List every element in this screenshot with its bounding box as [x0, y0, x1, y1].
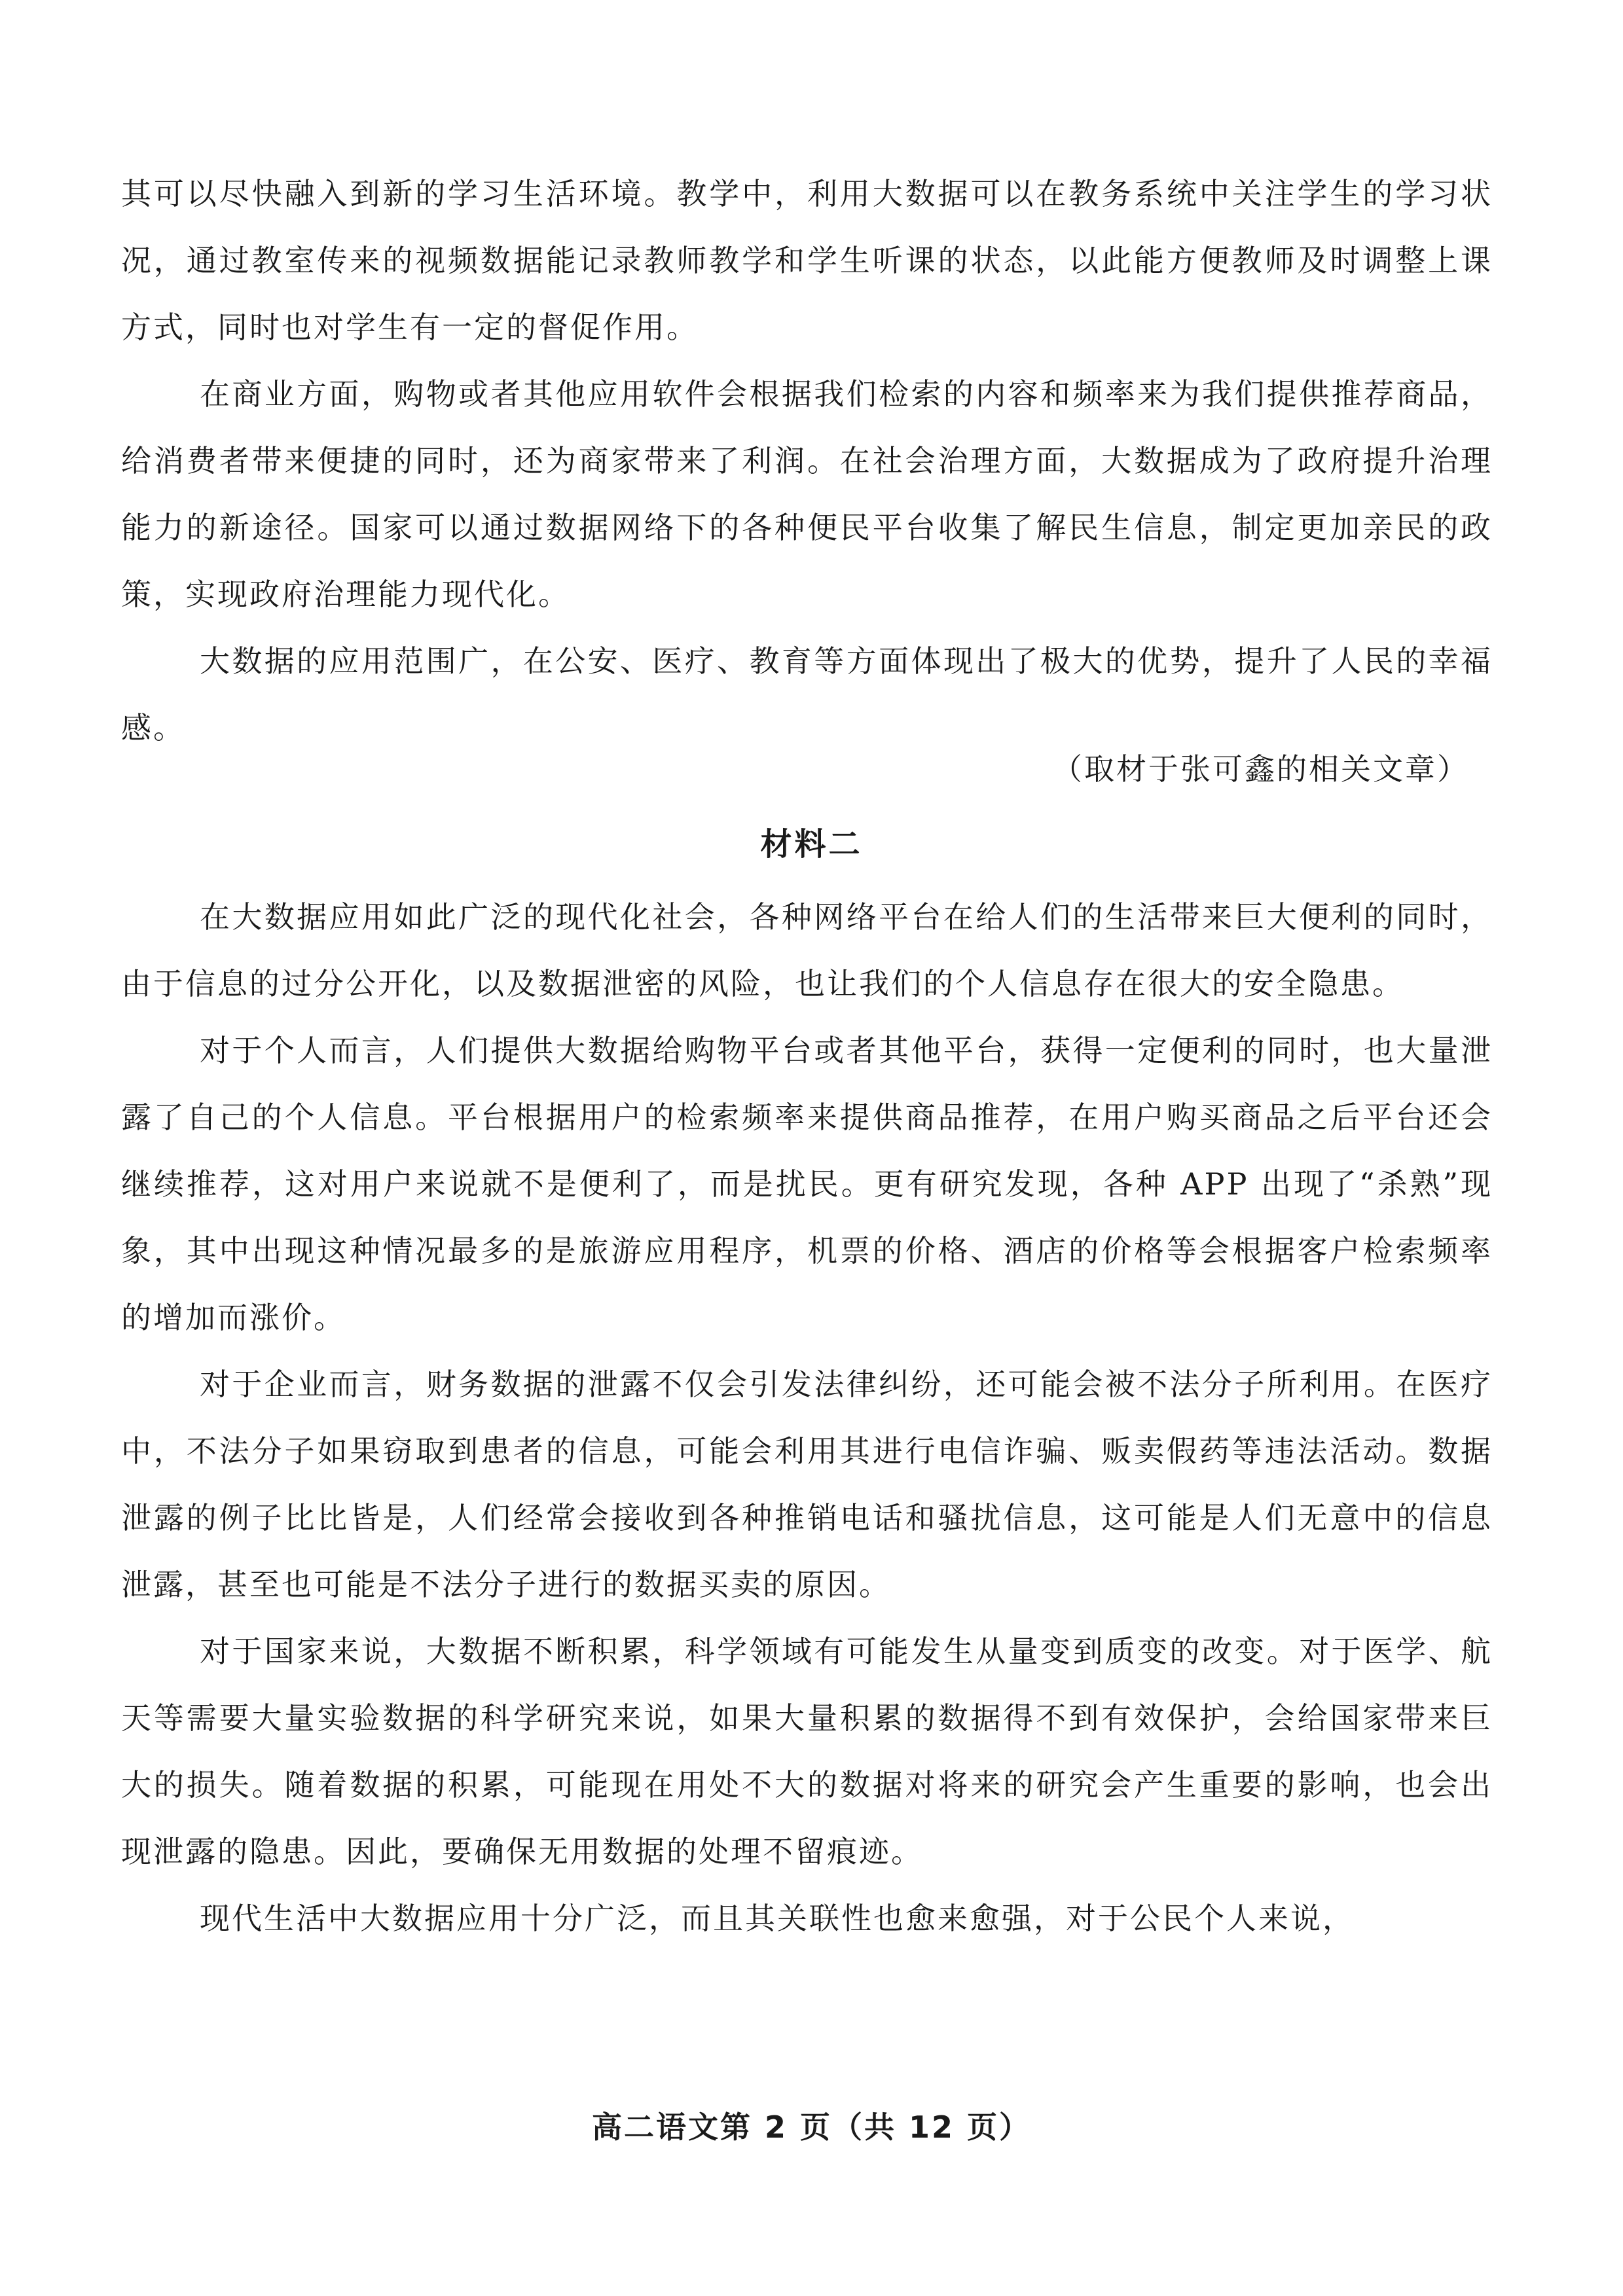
source-citation: （取材于张可鑫的相关文章）: [1052, 751, 1469, 787]
paragraph: 在大数据应用如此广泛的现代化社会，各种网络平台在给人们的生活带来巨大便利的同时，由于信息的过分公开化，以及数据泄密的风险，也让我们的个人信息存在很大的安全隐患。: [121, 899, 1493, 1001]
paragraph: 在商业方面，购物或者其他应用软件会根据我们检索的内容和频率来为我们提供推荐商品，给消费者带来便捷的同时，还为商家带来了利润。在社会治理方面，大数据成为了政府提升治理能力的新途径。国家可以通过数据网络下的各种便民平台收集了解民生信息，制定更加亲民的政策，实现政府治理能力现代化。: [121, 376, 1493, 612]
paragraph: 大数据的应用范围广，在公安、医疗、教育等方面体现出了极大的优势，提升了人民的幸福感。: [121, 643, 1493, 745]
material-one-body: [121, 160, 1493, 761]
paragraph: 现代生活中大数据应用十分广泛，而且其关联性也愈来愈强，对于公民个人来说，: [200, 1901, 1355, 1936]
paragraph: 对于个人而言，人们提供大数据给购物平台或者其他平台，获得一定便利的同时，也大量泄露了自己的个人信息。平台根据用户的检索频率来提供商品推荐，在用户购买商品之后平台还会继续推荐，这对用户来说就不是便利了，而是扰民。更有研究发现，各种 APP 出现了“杀熟”现象，其中出现这种情况最多的是旅游应用程序，机票的价格、酒店的价格等会根据客户检索频率的增加而涨价。: [121, 1033, 1493, 1335]
paragraph: 其可以尽快融入到新的学习生活环境。教学中，利用大数据可以在教务系统中关注学生的学习状况，通过教室传来的视频数据能记录教师教学和学生听课的状态，以此能方便教师及时调整上课方式，同时也对学生有一定的督促作用。: [121, 176, 1493, 345]
paragraph: 对于国家来说，大数据不断积累，科学领域有可能发生从量变到质变的改变。对于医学、航天等需要大量实验数据的科学研究来说，如果大量积累的数据得不到有效保护，会给国家带来巨大的损失。随着数据的积累，可能现在用处不大的数据对将来的研究会产生重要的影响，也会出现泄露的隐患。因此，要确保无用数据的处理不留痕迹。: [121, 1634, 1493, 1869]
material-two-body: [121, 884, 1493, 1952]
page-footer: 高二语文第 2 页（共 12 页）: [591, 2109, 1032, 2145]
paragraph: 对于企业而言，财务数据的泄露不仅会引发法律纠纷，还可能会被不法分子所利用。在医疗中，不法分子如果窃取到患者的信息，可能会利用其进行电信诈骗、贩卖假药等违法活动。数据泄露的例子比比皆是，人们经常会接收到各种推销电话和骚扰信息，这可能是人们无意中的信息泄露，甚至也可能是不法分子进行的数据买卖的原因。: [121, 1367, 1493, 1602]
section-heading: 材料二: [760, 826, 863, 863]
